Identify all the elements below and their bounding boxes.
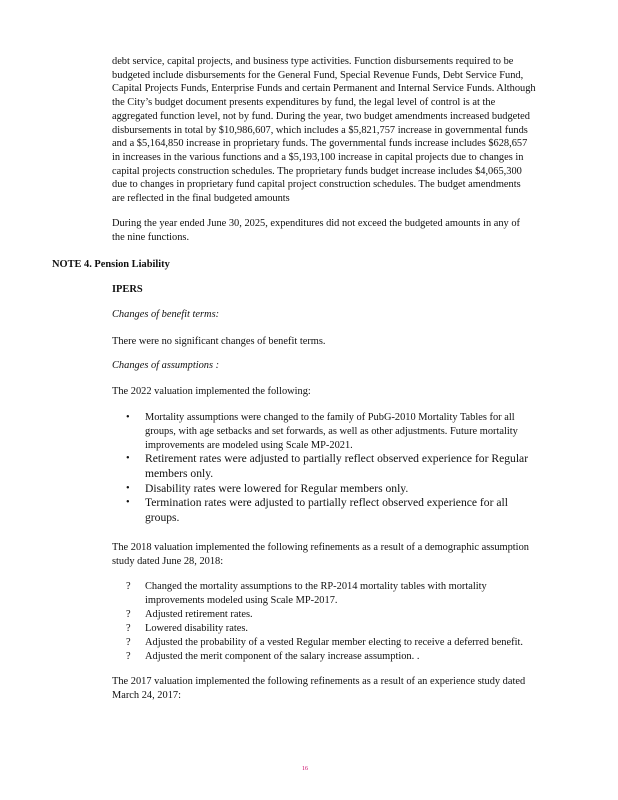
paragraph-line: The 2022 valuation implemented the following: — [112, 386, 311, 397]
bullet-icon: ? — [126, 581, 131, 592]
subheading: Changes of assumptions : — [112, 360, 220, 371]
list-item: Adjusted the probability of a vested Regular member electing to receive a deferred benefit. — [145, 637, 523, 648]
paragraph-line: debt service, capital projects, and business type activities. Function disbursements required to be — [112, 56, 514, 67]
list-item: improvements modeled using Scale MP-2017. — [145, 595, 338, 606]
bullet-icon: • — [126, 453, 130, 464]
paragraph-line: due to changes in proprietary fund capital project construction schedules. The budget amendments — [112, 179, 521, 191]
section-heading: IPERS — [112, 284, 143, 295]
list-item: Termination rates were adjusted to partially reflect observed experience for all — [145, 496, 508, 509]
paragraph-line: The 2018 valuation implemented the following refinements as a result of a demographic assumption — [112, 542, 529, 553]
list-item: improvements are modeled using Scale MP-2021. — [145, 440, 353, 451]
list-item: Adjusted retirement rates. — [145, 609, 253, 620]
paragraph-line: are reflected in the final budgeted amounts — [112, 193, 290, 204]
list-item: Lowered disability rates. — [145, 623, 249, 634]
list-item: Mortality assumptions were changed to the family of PubG-2010 Mortality Tables for all — [145, 412, 515, 423]
paragraph-line: the City’s budget document presents expenditures by fund, the legal level of control is at the — [112, 97, 496, 109]
bullet-icon: ? — [126, 609, 131, 620]
paragraph-line: During the year ended June 30, 2025, expenditures did not exceed the budgeted amounts in any of — [112, 218, 521, 229]
paragraph-line: in increases in the various functions and a $5,193,100 increase in capital projects due to changes in — [112, 151, 524, 163]
paragraph-line: budgeted include disbursements for the General Fund, Special Revenue Funds, Debt Service Fund, — [112, 69, 524, 81]
paragraph-line: study dated June 28, 2018: — [112, 556, 224, 567]
list-item: Disability rates were lowered for Regular members only. — [145, 482, 409, 495]
list-item: Retirement rates were adjusted to partially reflect observed experience for Regular — [145, 452, 529, 465]
paragraph-line: There were no significant changes of benefit terms. — [112, 336, 326, 347]
list-item: Adjusted the merit component of the salary increase assumption. . — [145, 651, 420, 662]
paragraph-line: and a $5,164,850 increase in proprietary funds. The governmental funds increase includes $628,657 — [112, 138, 528, 150]
bullet-icon: • — [126, 497, 130, 508]
paragraph-line: disbursements in total by $10,986,607, which includes a $5,821,757 increase in governmental funds — [112, 124, 528, 136]
bullet-icon: • — [126, 412, 130, 423]
bullet-icon: ? — [126, 623, 131, 634]
page-number: 16 — [302, 766, 308, 772]
paragraph-line: aggregated function level, not by fund. During the year, two budget amendments increased budgeted — [112, 110, 530, 122]
bullet-icon: ? — [126, 637, 131, 648]
paragraph-line: March 24, 2017: — [112, 690, 181, 701]
list-item: Changed the mortality assumptions to the RP-2014 mortality tables with mortality — [145, 581, 487, 592]
paragraph-line: Capital Projects Funds, Enterprise Funds and certain Permanent and Internal Service Funds. Although — [112, 83, 536, 95]
subheading: Changes of benefit terms: — [112, 309, 220, 320]
note-heading: NOTE 4. Pension Liability — [52, 259, 170, 270]
paragraph-line: capital projects construction schedules. The proprietary funds budget increase includes $4,065,300 — [112, 165, 522, 177]
bullet-icon: • — [126, 483, 130, 494]
list-item: members only. — [145, 467, 214, 480]
list-item: groups, with age setbacks and set forwards, as well as other adjustments. Future mortality — [145, 426, 518, 437]
paragraph-line: The 2017 valuation implemented the following refinements as a result of an experience study dated — [112, 676, 526, 687]
bullet-icon: ? — [126, 651, 131, 662]
list-item: groups. — [145, 511, 180, 524]
paragraph-line: the nine functions. — [112, 232, 190, 243]
